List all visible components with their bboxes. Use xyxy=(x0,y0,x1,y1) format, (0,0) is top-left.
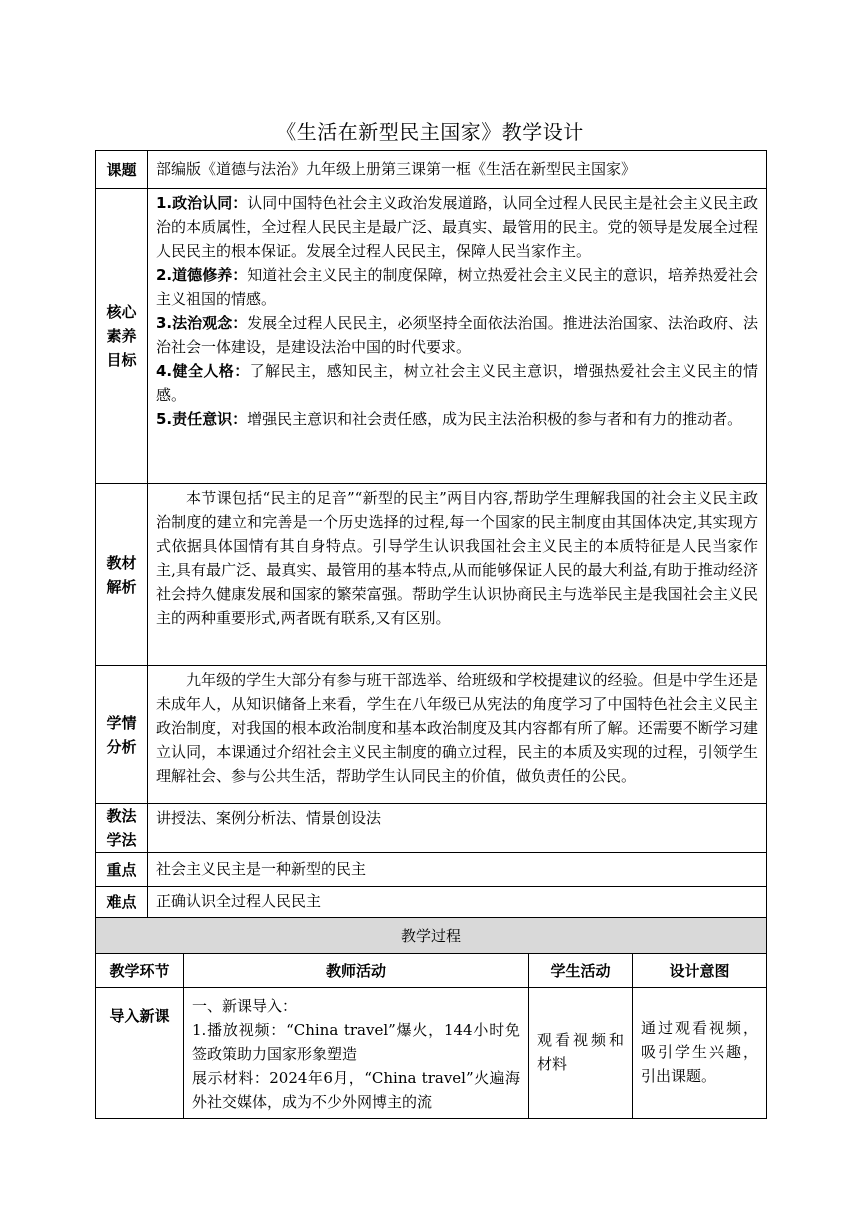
student-activity: 观看视频和材料 xyxy=(529,988,633,1119)
goals-row xyxy=(96,189,767,484)
process-heading-row xyxy=(96,918,767,954)
col-stage: 教学环节 xyxy=(96,954,184,988)
textbook-content: 本节课包括“民主的足音”“新型的民主”两目内容,帮助学生理解我国的社会主义民主政治制度的建立和完善是一个历史选择的过程,每一个国家的民主制度由其国体决定,其实现方式依据具体国情有其自身特点。引导学生认识我国社会主义民主的本质特征是人民当家作主,具有最广泛、最真实、最管用的基本特点,从而能够保证人民的最大利益,有助于推动经济社会持久健康发展和国家的繁荣富强。帮助学生认识协商民主与选举民主是我国社会主义民主的两种重要形式,两者既有联系,又有区别。 xyxy=(148,484,767,666)
col-intent: 设计意图 xyxy=(633,954,767,988)
difficulty-label: 难点 xyxy=(96,887,148,918)
topic-label: 课题 xyxy=(96,151,148,189)
teacher-activity: 一、新课导入： 1.播放视频：“China travel”爆火，144小时免签政策助力国家形象塑造 展示材料：2024年6月，“China travel”火遍海外社交媒体，成为不少外网博主的流 xyxy=(184,988,529,1119)
key-point-label: 重点 xyxy=(96,853,148,887)
page-title: 《生活在新型民主国家》教学设计 xyxy=(276,120,584,144)
col-teacher: 教师活动 xyxy=(184,954,529,988)
students-row xyxy=(96,666,767,804)
difficulty-row xyxy=(96,887,767,918)
textbook-row xyxy=(96,484,767,666)
goal-item: 2.道德修养：知道社会主义民主的制度保障，树立热爱社会主义民主的意识，培养热爱社会主义祖国的情感。 xyxy=(156,266,759,308)
students-content: 九年级的学生大部分有参与班干部选举、给班级和学校提建议的经验。但是中学生还是未成年人，从知识储备上来看，学生在八年级已从宪法的角度学习了中国特色社会主义民主政治制度，对我国的根本政治制度和基本政治制度及其内容都有所了解。还需要不断学习建立认同，本课通过介绍社会主义民主制度的确立过程，民主的本质及实现的过程，引领学生理解社会、参与公共生活，帮助学生认同民主的价值，做负责任的公民。 xyxy=(148,666,767,804)
table-row xyxy=(96,988,767,1119)
goals-content xyxy=(148,189,767,484)
goal-item: 3.法治观念：发展全过程人民民主，必须坚持全面依法治国。推进法治国家、法治政府、法治社会一体建设，是建设法治中国的时代要求。 xyxy=(156,314,759,356)
lesson-plan-table xyxy=(95,150,767,1119)
goal-item: 4.健全人格：了解民主，感知民主，树立社会主义民主意识，增强热爱社会主义民主的情感。 xyxy=(156,362,758,404)
key-point-row xyxy=(96,853,767,887)
process-column-headers xyxy=(96,954,767,988)
key-point-value: 社会主义民主是一种新型的民主 xyxy=(148,853,767,887)
difficulty-value: 正确认识全过程人民民主 xyxy=(148,887,767,918)
students-label: 学情 分析 xyxy=(96,666,148,804)
stage-cell: 导入新课 xyxy=(96,988,184,1119)
goal-item: 5.责任意识：增强民主意识和社会责任感，成为民主法治积极的参与者和有力的推动者。 xyxy=(156,410,743,428)
methods-row xyxy=(96,804,767,853)
topic-row xyxy=(96,151,767,189)
methods-value: 讲授法、案例分析法、情景创设法 xyxy=(148,804,767,853)
col-student: 学生活动 xyxy=(529,954,633,988)
process-heading: 教学过程 xyxy=(96,918,767,954)
topic-value: 部编版《道德与法治》九年级上册第三课第一框《生活在新型民主国家》 xyxy=(148,151,767,189)
textbook-label: 教材 解析 xyxy=(96,484,148,666)
goal-item: 1.政治认同：认同中国特色社会主义政治发展道路，认同全过程人民民主是社会主义民主政治的本质属性，全过程人民民主是最广泛、最真实、最管用的民主。党的领导是发展全过程人民民主的根本保证。发展全过程人民民主，保障人民当家作主。 xyxy=(156,194,759,260)
design-intent: 通过观看视频，吸引学生兴趣，引出课题。 xyxy=(633,988,767,1119)
goals-label: 核心 素养 目标 xyxy=(96,189,148,484)
methods-label: 教法 学法 xyxy=(96,804,148,853)
